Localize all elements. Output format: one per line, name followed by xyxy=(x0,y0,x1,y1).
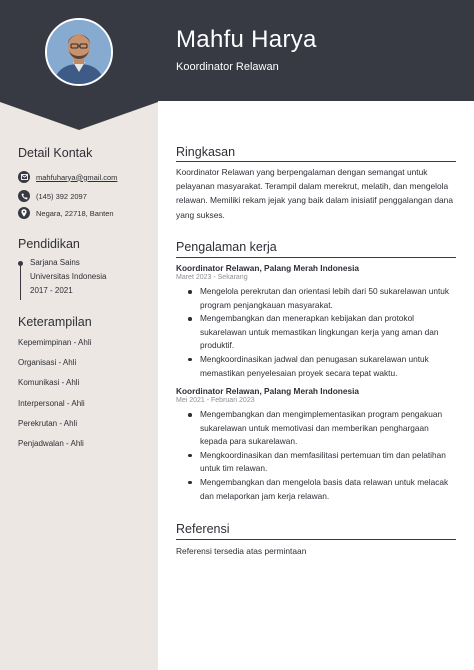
contact-address: Negara, 22718, Banten xyxy=(36,208,114,218)
summary-section-title: Ringkasan xyxy=(176,145,236,159)
location-pin-icon xyxy=(18,207,30,219)
references-section-title: Referensi xyxy=(176,522,230,536)
experience-section-title: Pengalaman kerja xyxy=(176,240,277,254)
experience-divider xyxy=(176,257,456,258)
summary-divider xyxy=(176,161,456,162)
job-bullet: Mengembangkan dan menerapkan kebijakan dan protokol sukarelawan untuk memastikan lingkungan kerja yang aman dan produktif. xyxy=(188,312,458,353)
contact-email-row[interactable] xyxy=(18,171,117,183)
education-section-title: Pendidikan xyxy=(18,237,80,251)
job-bullet-list xyxy=(188,285,458,380)
skill-item: Kepemimpinan - Ahli xyxy=(18,338,92,347)
skills-section-title: Keterampilan xyxy=(18,315,92,329)
contact-phone: (145) 392 2097 xyxy=(36,191,87,201)
job-bullet: Mengkoordinasikan dan memfasilitasi pertemuan tim dan pelatihan untuk tim relawan. xyxy=(188,449,458,476)
candidate-role: Koordinator Relawan xyxy=(176,61,279,73)
job-title: Koordinator Relawan, Palang Merah Indonesia xyxy=(176,386,360,396)
header-chevron xyxy=(0,100,158,131)
education-timeline-dot xyxy=(18,261,23,266)
profile-photo xyxy=(45,18,113,86)
references-text: Referensi tersedia atas permintaan xyxy=(176,546,307,556)
job-date: Maret 2023 - Sekarang xyxy=(176,274,248,281)
job-bullet-list xyxy=(188,408,458,503)
contact-email[interactable]: mahfuharya@gmail.com xyxy=(36,172,118,182)
summary-text: Koordinator Relawan yang berpengalaman dengan semangat untuk pelayanan masyarakat. Terampil dalam merekrut, melatih, dan mengelola relawan. Memiliki rekam jejak yang baik dalam inisiatif penggalangan dana yang sukses. xyxy=(176,167,453,220)
contact-address-row xyxy=(18,207,114,219)
skill-item: Penjadwalan - Ahli xyxy=(18,439,84,448)
job-bullet: Mengembangkan dan mengimplementasikan program pengakuan sukarelawan untuk memotivasi dan memberikan penghargaan kepada para sukarelawan. xyxy=(188,408,458,449)
skill-item: Perekrutan - Ahli xyxy=(18,419,78,428)
education-years: 2017 - 2021 xyxy=(30,286,73,295)
skill-item: Komunikasi - Ahli xyxy=(18,378,80,387)
job-bullet: Mengembangkan dan mengelola basis data relawan untuk melacak dan melaporkan jam kerja relawan. xyxy=(188,476,458,503)
candidate-name: Mahfu Harya xyxy=(176,26,317,53)
contact-section-title: Detail Kontak xyxy=(18,146,93,160)
education-school: Universitas Indonesia xyxy=(30,272,107,281)
job-title: Koordinator Relawan, Palang Merah Indonesia xyxy=(176,263,360,273)
skill-item: Organisasi - Ahli xyxy=(18,358,77,367)
contact-phone-row xyxy=(18,190,87,202)
references-divider xyxy=(176,539,456,540)
job-bullet: Mengkoordinasikan jadwal dan penugasan sukarelawan untuk memastikan penyelesaian proyek secara tepat waktu. xyxy=(188,353,458,380)
job-bullet: Mengelola perekrutan dan orientasi lebih dari 50 sukarelawan untuk program penjangkauan masyarakat. xyxy=(188,285,458,312)
education-timeline-line xyxy=(20,262,21,300)
skill-item: Interpersonal - Ahli xyxy=(18,399,85,408)
job-date: Mei 2021 - Februari 2023 xyxy=(176,397,255,404)
email-icon xyxy=(18,171,30,183)
phone-icon xyxy=(18,190,30,202)
education-degree: Sarjana Sains xyxy=(30,258,80,267)
